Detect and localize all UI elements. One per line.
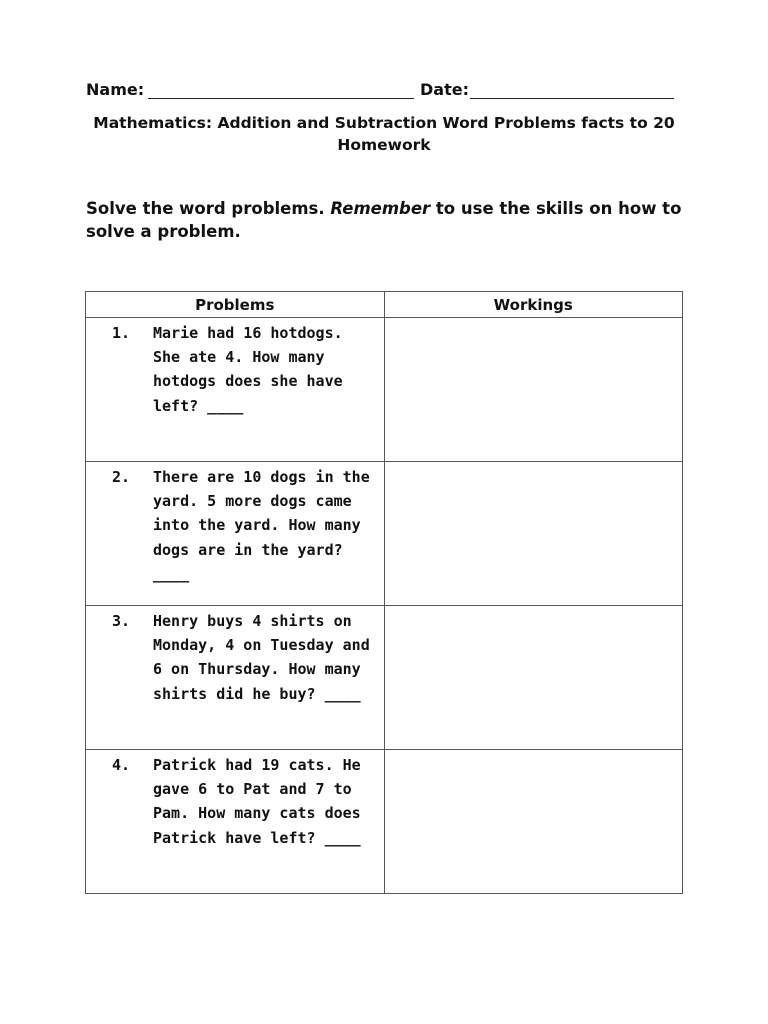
problem-number: 3.: [112, 612, 131, 630]
problem-cell: [86, 462, 385, 606]
worksheet-title: [80, 112, 688, 156]
workings-cell[interactable]: [384, 462, 683, 606]
problem-number: 4.: [112, 756, 131, 774]
problem-text: There are 10 dogs in the yard. 5 more dogs came into the yard. How many dogs are in the yard? ____: [153, 468, 370, 583]
date-label: Date:: [420, 80, 469, 99]
problem-number: 2.: [112, 468, 131, 486]
problems-table: [85, 291, 683, 894]
header-row: [86, 80, 676, 104]
problem-number: 1.: [112, 324, 131, 342]
title-line-1: Mathematics: Addition and Subtraction Word Problems facts to 20: [93, 114, 675, 132]
workings-cell[interactable]: [384, 750, 683, 894]
table-row: [86, 750, 683, 894]
problem-text: Patrick had 19 cats. He gave 6 to Pat and 7 to Pam. How many cats does Patrick have left? ____: [153, 756, 361, 847]
name-field[interactable]: [148, 98, 414, 99]
instructions-before: Solve the word problems.: [86, 199, 331, 218]
instructions-after: to use the skills on how to solve a problem.: [86, 199, 682, 241]
instructions: [86, 197, 686, 243]
workings-cell[interactable]: [384, 318, 683, 462]
workings-column-header: Workings: [384, 292, 683, 318]
name-label: Name:: [86, 80, 145, 99]
problem-text: Marie had 16 hotdogs. She ate 4. How many hotdogs does she have left? ____: [153, 324, 343, 415]
problem-text: Henry buys 4 shirts on Monday, 4 on Tuesday and 6 on Thursday. How many shirts did he buy? ____: [153, 612, 370, 703]
problem-cell: [86, 318, 385, 462]
table-row: [86, 606, 683, 750]
date-field[interactable]: [470, 98, 674, 99]
table-header-row: [86, 292, 683, 318]
problem-cell: [86, 750, 385, 894]
workings-cell[interactable]: [384, 606, 683, 750]
problem-cell: [86, 606, 385, 750]
title-line-2: Homework: [337, 136, 431, 154]
table-row: [86, 318, 683, 462]
instructions-emphasis: Remember: [330, 199, 431, 218]
problems-column-header: Problems: [86, 292, 385, 318]
table-row: [86, 462, 683, 606]
